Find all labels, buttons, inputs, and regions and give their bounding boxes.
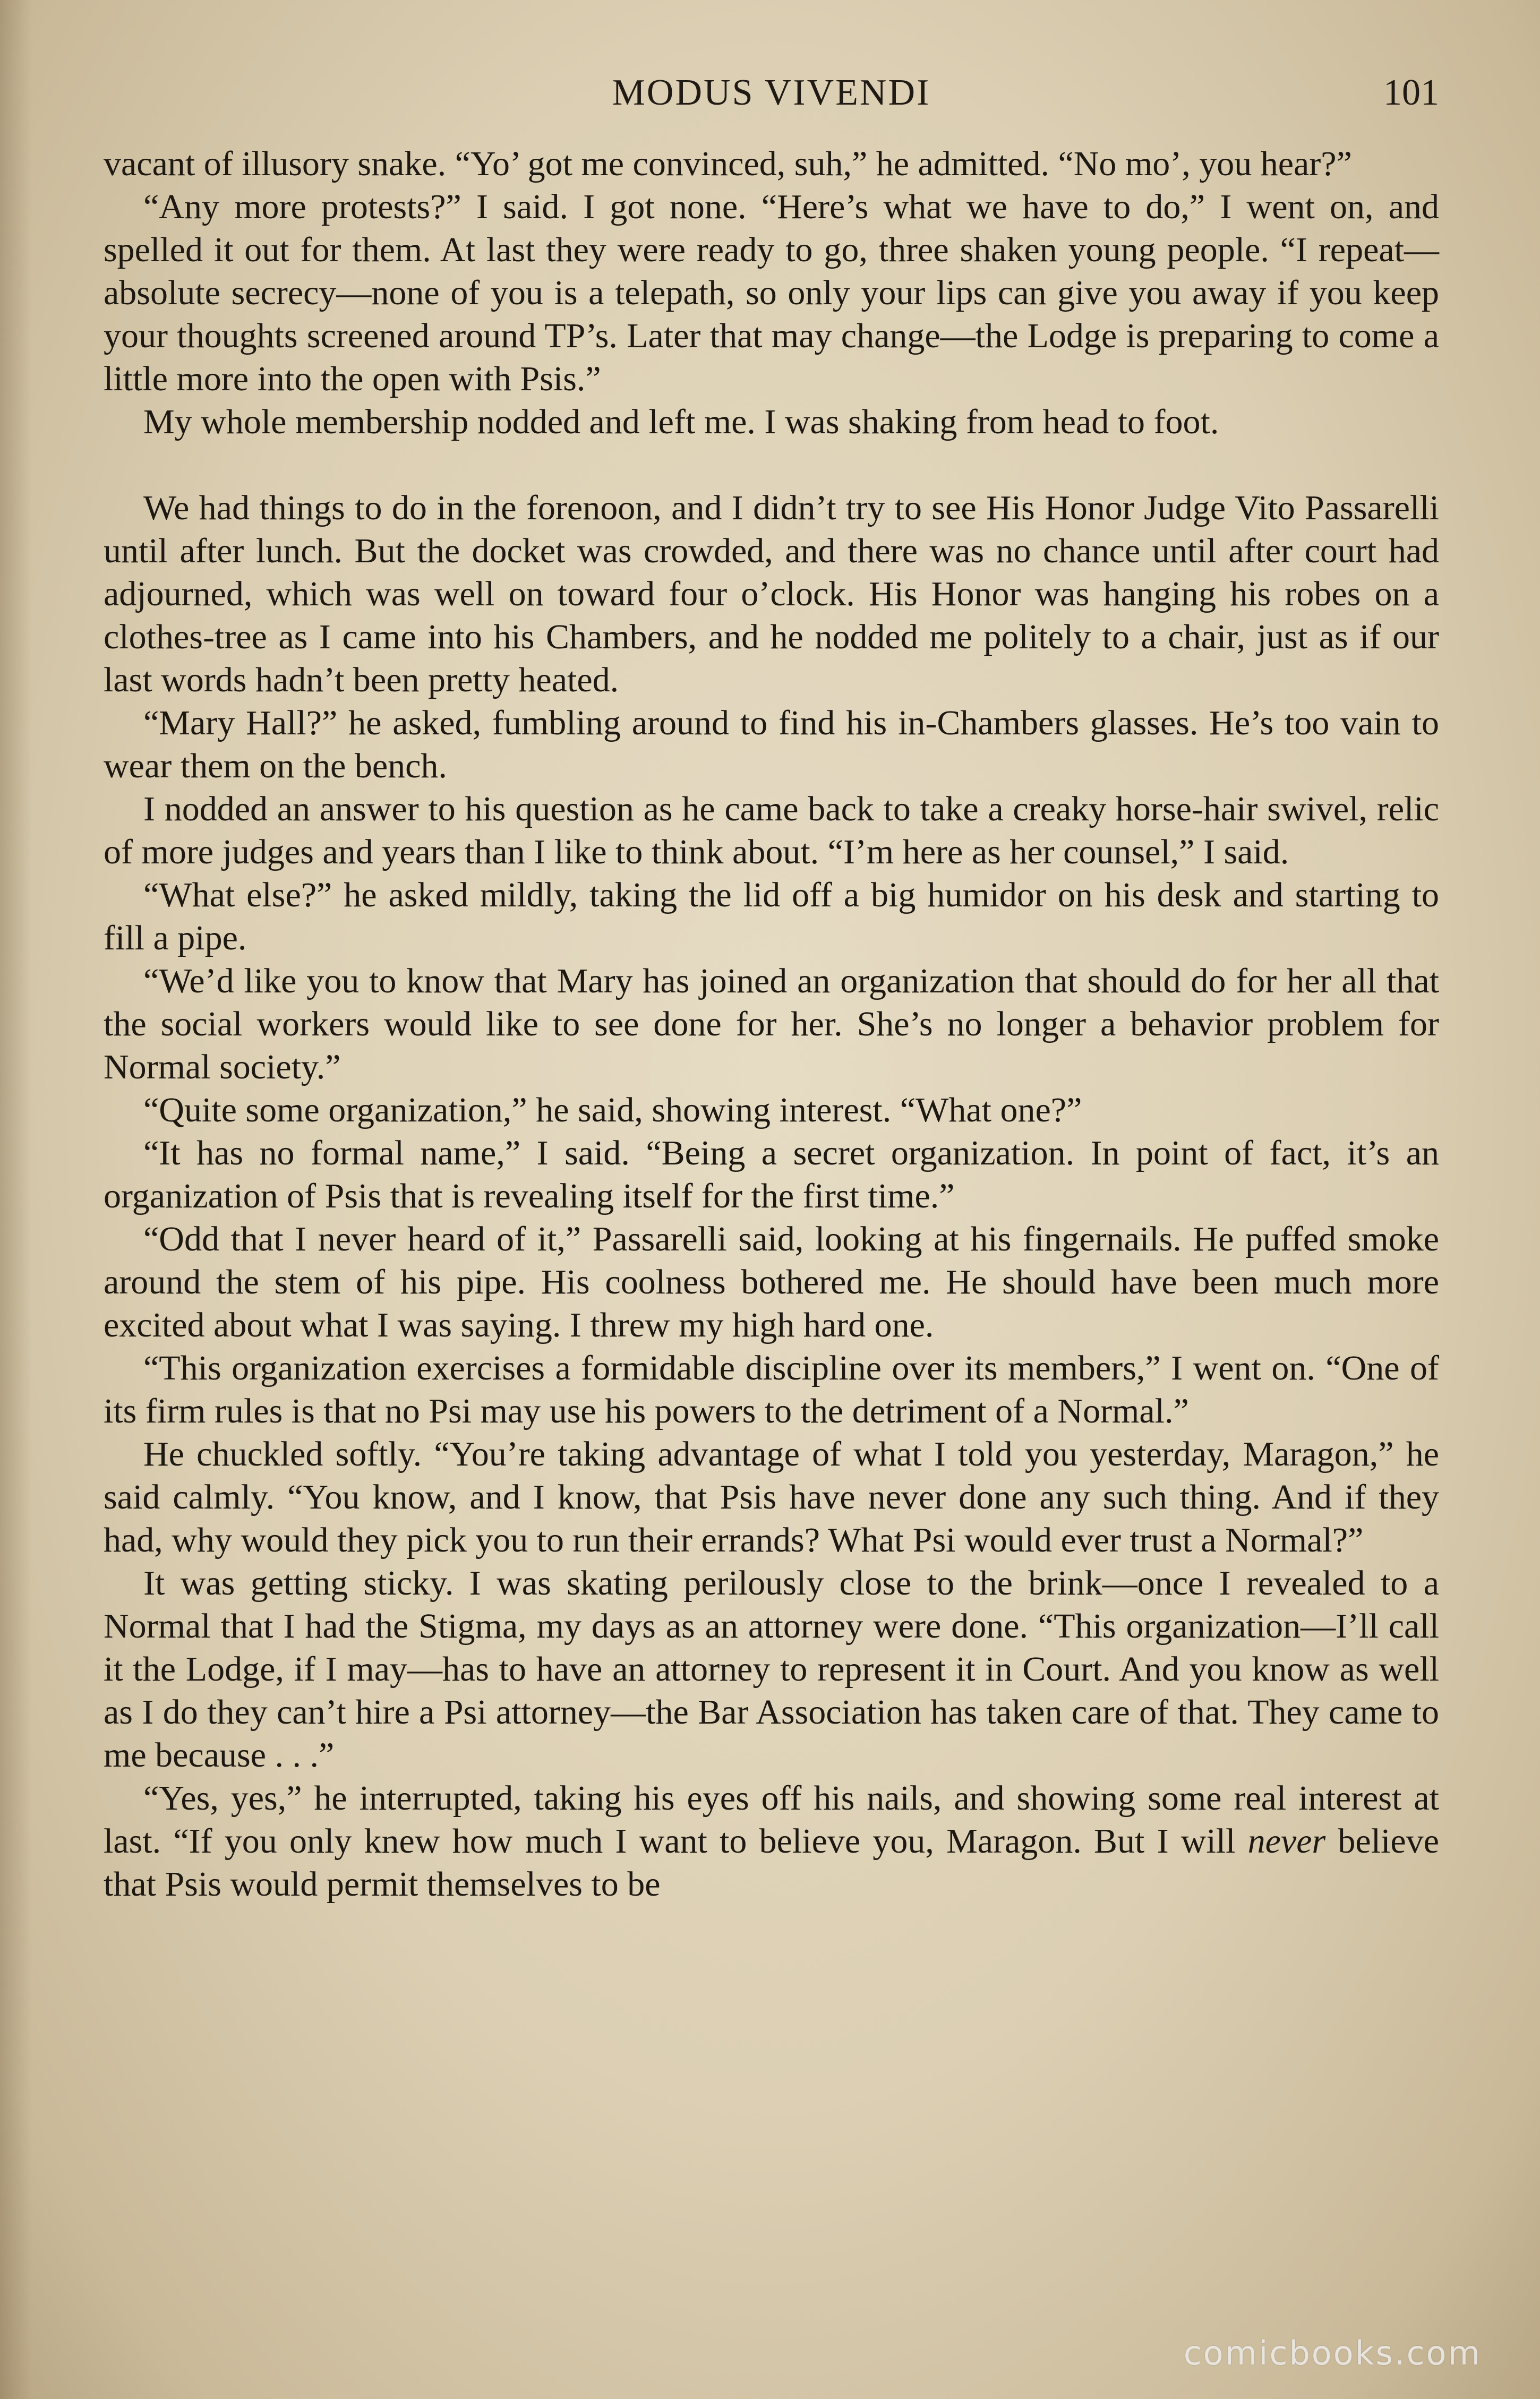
watermark: comicbooks.com [1183, 2334, 1482, 2372]
paragraph: “Mary Hall?” he asked, fumbling around to find his in-Chambers glasses. He’s too vain to wear them on the bench. [104, 704, 1439, 785]
paragraph: “Quite some organization,” he said, showing interest. “What one?” [143, 1091, 1082, 1129]
paragraph: He chuckled softly. “You’re taking advantage of what I told you yesterday, Maragon,” he said calmly. “You know, and I know, that Psis have never done any such thing. And if they had, why would they pick you to run their errands? What Psi would ever trust a Normal?” [104, 1435, 1439, 1560]
paragraph-text: “Yes, yes,” he interrupted, taking his eyes off his nails, and showing some real interest at last. “If you only knew how much I want to believe you, Maragon. But I will [104, 1779, 1439, 1861]
paragraph: “What else?” he asked mildly, taking the lid off a big humidor on his desk and starting to fill a pipe. [104, 876, 1439, 957]
emphasis-text: never [1247, 1822, 1326, 1861]
body-text [104, 142, 1439, 1906]
paragraph: “This organization exercises a formidable discipline over its members,” I went on. “One of its firm rules is that no Psi may use his powers to the detriment of a Normal.” [104, 1349, 1439, 1430]
paragraph-text: believe that Psis would permit themselves to be [104, 1822, 1439, 1904]
paragraph: It was getting sticky. I was skating perilously close to the brink—once I revealed to a Normal that I had the Stigma, my days as an attorney were done. “This organization—I’ll call it the Lodge, if I may—has to have an attorney to represent it in Court. And you know as well as I do they can’t hire a Psi attorney—the Bar Association has taken care of that. They came to me because . . .” [104, 1564, 1439, 1775]
paragraph: vacant of illusory snake. “Yo’ got me convinced, suh,” he admitted. “No mo’, you hear?” [104, 144, 1352, 183]
paragraph: “We’d like you to know that Mary has joined an organization that should do for her all that the social workers would like to see done for her. She’s no longer a behavior problem for Normal society.” [104, 962, 1439, 1086]
paragraph: We had things to do in the forenoon, and I didn’t try to see His Honor Judge Vito Passarelli until after lunch. But the docket was crowded, and there was no chance until after court had adjourned, which was well on toward four o’clock. His Honor was hanging his robes on a clothes-tree as I came into his Chambers, and he nodded me politely to a chair, just as if our last words hadn’t been pretty heated. [104, 489, 1439, 699]
paragraph: I nodded an answer to his question as he came back to take a creaky horse-hair swivel, relic of more judges and years than I like to think about. “I’m here as her counsel,” I said. [104, 790, 1439, 871]
paragraph: My whole membership nodded and left me. I was shaking from head to foot. [143, 402, 1219, 441]
paragraph: “It has no formal name,” I said. “Being a secret organization. In point of fact, it’s an organization of Psis that is revealing itself for the first time.” [104, 1134, 1439, 1215]
paragraph-last [104, 1777, 1439, 1906]
gutter-shadow [0, 0, 32, 2399]
paragraph: “Odd that I never heard of it,” Passarelli said, looking at his fingernails. He puffed smoke around the stem of his pipe. His coolness bothered me. He should have been much more excited about what I was saying. I threw my high hard one. [104, 1220, 1439, 1344]
running-title: MODUS VIVENDI [612, 72, 931, 113]
page-header [104, 72, 1439, 125]
page-number: 101 [1383, 72, 1439, 113]
paragraph: “Any more protests?” I said. I got none. “Here’s what we have to do,” I went on, and spelled it out for them. At last they were ready to go, three shaken young people. “I repeat—absolute secrecy—none of you is a telepath, so only your lips can give you away if you keep your thoughts screened around TP’s. Later that may change—the Lodge is preparing to come a little more into the open with Psis.” [104, 187, 1439, 398]
